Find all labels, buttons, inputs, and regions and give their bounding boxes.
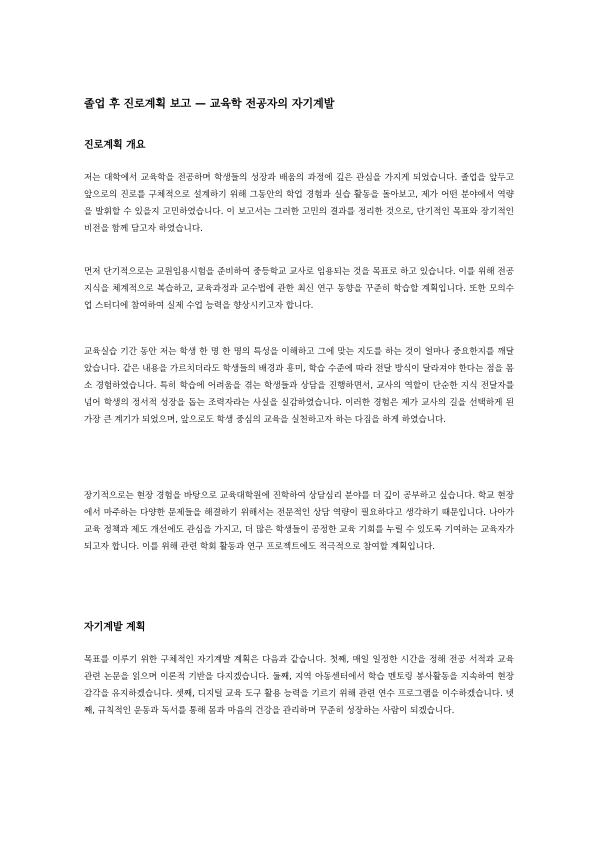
- paragraph: 먼저 단기적으로는 교원임용시험을 준비하여 중등학교 교사로 임용되는 것을 목표로 하고 있습니다. 이를 위해 전공 지식을 체계적으로 복습하고, 교육과정과 교수법에 관한 최신 연구 동향을 꾸준히 학습할 계획입니다. 또한 모의수업 스터디에 참여하여 실제 수업 능력을 향상시키고자 합니다.: [84, 267, 514, 311]
- section-heading-overview: 진로계획 개요: [84, 140, 146, 151]
- paragraph: 저는 대학에서 교육학을 전공하며 학생들의 성장과 배움의 과정에 깊은 관심을 가지게 되었습니다. 졸업을 앞두고 앞으로의 진로를 구체적으로 설계하기 위해 그동안의 학업 경험과 실습 활동을 돌아보고, 제가 어떤 분야에서 역량을 발휘할 수 있을지 고민하였습니다. 이 보고서는 그러한 고민의 결과를 정리한 것으로, 단기적인 목표와 장기적인 비전을 함께 담고자 하였습니다.: [84, 173, 514, 234]
- paragraph: 장기적으로는 현장 경험을 바탕으로 교육대학원에 진학하여 상담심리 분야를 더 깊이 공부하고 싶습니다. 학교 현장에서 마주하는 다양한 문제들을 해결하기 위해서는 전문적인 상담 역량이 필요하다고 생각하기 때문입니다. 나아가 교육 정책과 제도 개선에도 관심을 가지고, 더 많은 학생들이 공정한 교육 기회를 누릴 수 있도록 기여하는 교육자가 되고자 합니다. 이를 위해 관련 학회 활동과 연구 프로젝트에도 적극적으로 참여할 계획입니다.: [84, 491, 514, 552]
- paragraph: 목표를 이루기 위한 구체적인 자기계발 계획은 다음과 같습니다. 첫째, 매일 일정한 시간을 정해 전공 서적과 교육 관련 논문을 읽으며 이론적 기반을 다지겠습니다. 둘째, 지역 아동센터에서 학습 멘토링 봉사활동을 지속하여 현장 감각을 유지하겠습니다. 셋째, 디지털 교육 도구 활용 능력을 기르기 위해 관련 연수 프로그램을 이수하겠습니다. 넷째, 규칙적인 운동과 독서를 통해 몸과 마음의 건강을 관리하며 꾸준히 성장하는 사람이 되겠습니다.: [84, 655, 514, 716]
- document-title: 졸업 후 진로계획 보고 — 교육학 전공자의 자기계발: [84, 97, 335, 110]
- paragraph: 교육실습 기간 동안 저는 학생 한 명 한 명의 특성을 이해하고 그에 맞는 지도를 하는 것이 얼마나 중요한지를 깨달았습니다. 같은 내용을 가르치더라도 학생들의 배경과 흥미, 학습 수준에 따라 전달 방식이 달라져야 한다는 점을 몸소 경험하였습니다. 특히 학습에 어려움을 겪는 학생들과 상담을 진행하면서, 교사의 역할이 단순한 지식 전달자를 넘어 학생의 정서적 성장을 돕는 조력자라는 사실을 실감하였습니다. 이러한 경험은 제가 교사의 길을 선택하게 된 가장 큰 계기가 되었으며, 앞으로도 학생 중심의 교육을 실천하고자 하는 다짐을 하게 하였습니다.: [84, 347, 514, 425]
- section-heading-self-development: 자기계발 계획: [84, 622, 146, 633]
